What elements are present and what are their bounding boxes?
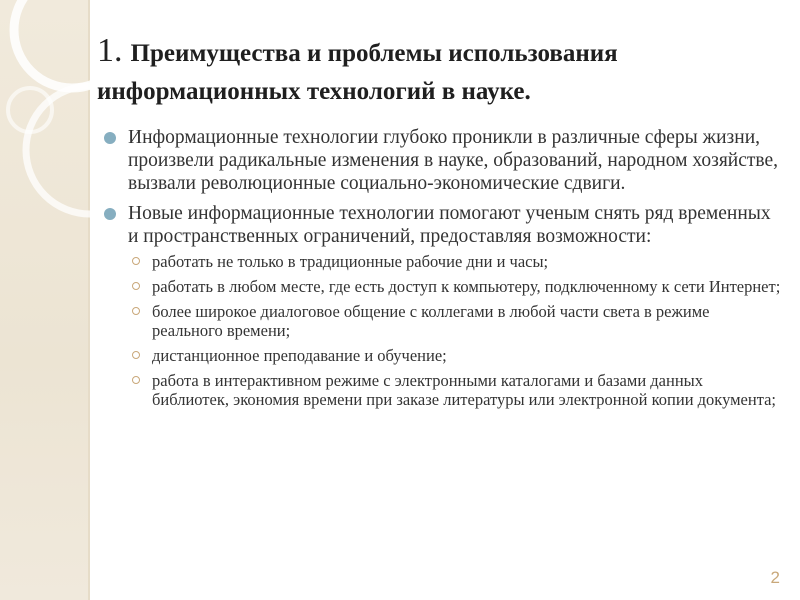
sub-bullet-list	[128, 252, 784, 409]
sub-bullet-item	[128, 371, 784, 409]
slide-title	[97, 32, 787, 111]
ring-bullet-icon	[132, 257, 140, 265]
bullet-item	[104, 126, 784, 195]
sub-bullet-text: работать в любом месте, где есть доступ к компьютеру, подключенному к сети Интернет;	[152, 277, 781, 296]
sub-bullet-text: более широкое диалоговое общение с коллегами в любой части света в режиме реального времени;	[152, 302, 710, 340]
ring-bullet-icon	[132, 351, 140, 359]
sub-bullet-item	[128, 277, 784, 296]
bullet-text: Информационные технологии глубоко проникли в различные сферы жизни, произвели радикальные изменения в науке, образований, народном хозяйстве, вызвали революционные социально-экономические сдвиги.	[128, 127, 779, 194]
sub-bullet-item	[128, 346, 784, 365]
sub-bullet-text: дистанционное преподавание и обучение;	[152, 346, 447, 365]
bullet-item	[104, 202, 784, 409]
page-number: 2	[770, 568, 780, 587]
sub-bullet-item	[128, 302, 784, 340]
circle-bullet-icon	[104, 208, 116, 220]
sub-bullet-item	[128, 252, 784, 271]
circle-bullet-icon	[104, 132, 116, 144]
ring-bullet-icon	[132, 376, 140, 384]
ring-bullet-icon	[132, 282, 140, 290]
title-number: 1.	[97, 32, 123, 69]
sub-bullet-text: работать не только в традиционные рабочие дни и часы;	[152, 252, 549, 271]
title-text: Преимущества и проблемы использования информационных технологий в науке.	[97, 40, 618, 105]
ring-bullet-icon	[132, 307, 140, 315]
slide-content	[104, 126, 784, 416]
bullet-text: Новые информационные технологии помогают ученым снять ряд временных и пространственных ограничений, предоставляя возможности:	[128, 203, 771, 247]
sub-bullet-text: работа в интерактивном режиме с электронными каталогами и базами данных библиотек, экономия времени при заказе литературы или электронной копии документа;	[152, 371, 777, 409]
